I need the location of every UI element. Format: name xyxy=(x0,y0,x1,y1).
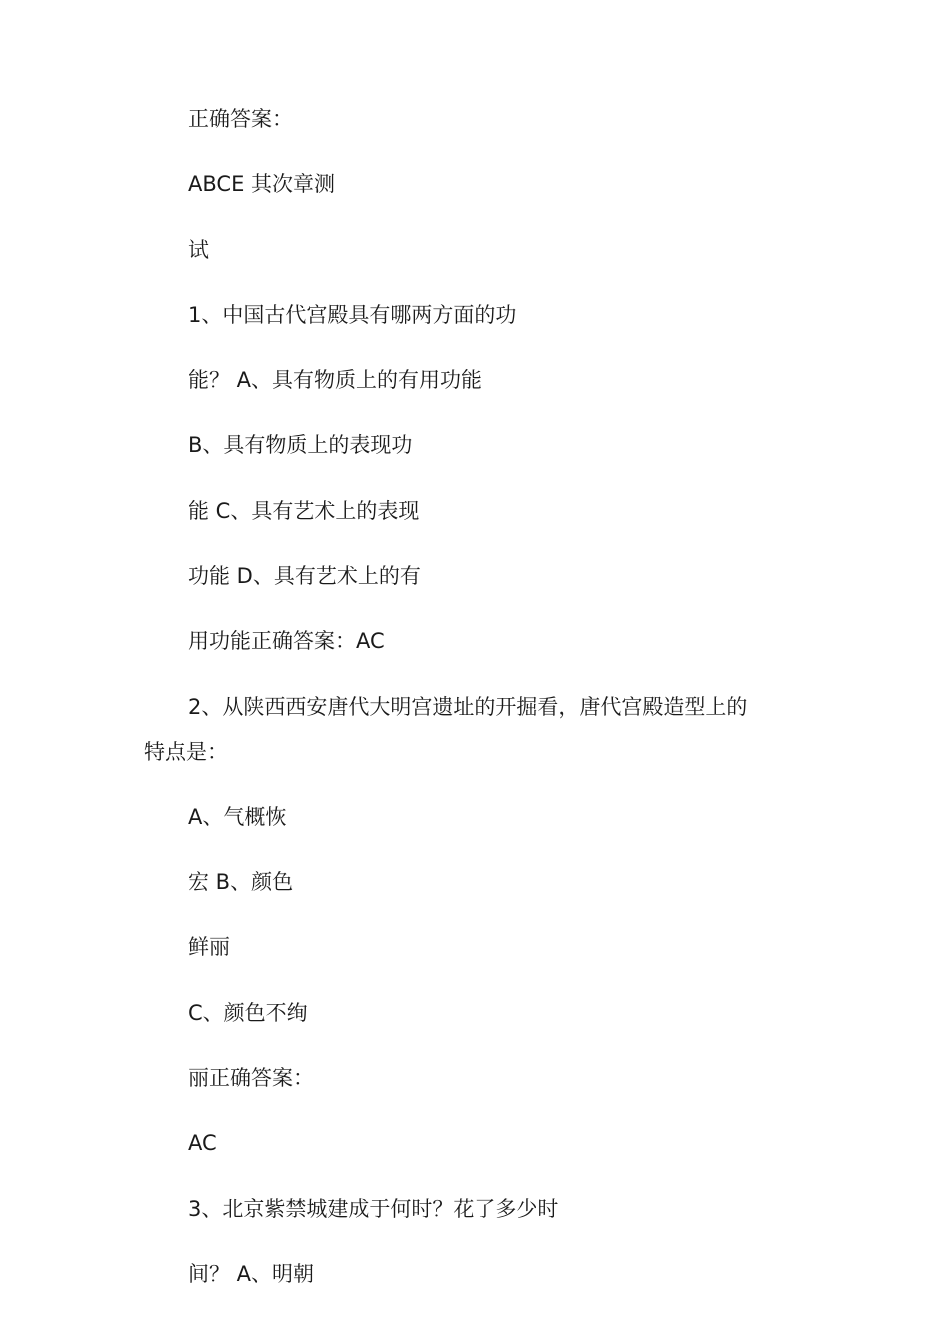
question-2-continuation-line: 特点是： xyxy=(144,740,228,764)
question-1-option-b-line: B、具有物质上的表现功 xyxy=(188,433,413,457)
question-2-answer-label-line: 丽正确答案： xyxy=(188,1066,314,1090)
question-1-answer-line: 用功能正确答案：AC xyxy=(188,629,385,653)
question-3-line: 3、北京紫禁城建成于何时？花了多少时 xyxy=(188,1197,559,1221)
answer-value-line: ABCE 其次章测 xyxy=(188,172,336,196)
question-2-option-a-line: A、气概恢 xyxy=(188,805,287,829)
question-2-option-b-continuation-line: 鲜丽 xyxy=(188,935,230,959)
question-2-option-b-line: 宏 B、颜色 xyxy=(188,870,294,894)
chapter-test-line: 试 xyxy=(188,238,209,262)
question-1-line: 1、中国古代宫殿具有哪两方面的功 xyxy=(188,303,517,327)
question-1-option-d-line: 功能 D、具有艺术上的有 xyxy=(188,564,421,588)
answer-label-line: 正确答案： xyxy=(188,107,293,131)
question-2-line: 2、从陕西西安唐代大明宫遗址的开掘看，唐代宫殿造型上的 xyxy=(188,695,748,719)
question-1-option-a-line: 能？ A、具有物质上的有用功能 xyxy=(188,368,483,392)
question-2-answer-value-line: AC xyxy=(188,1131,217,1155)
question-3-option-a-line: 间？ A、明朝 xyxy=(188,1262,315,1286)
question-1-option-c-line: 能 C、具有艺术上的表现 xyxy=(188,499,420,523)
question-2-option-c-line: C、颜色不绚 xyxy=(188,1001,308,1025)
